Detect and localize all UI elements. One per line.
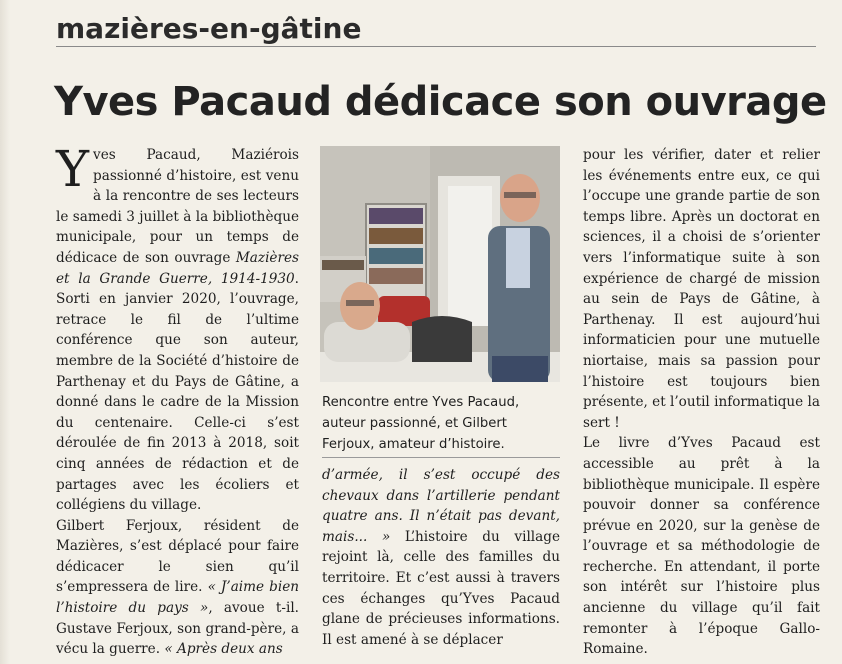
intro-text: ves Pacaud, Maziérois passionné d’histoire, est venu à la rencontre de ses lecteurs le samedi 3 juillet à la bibliothèque municipale, pour un temps de dédicace de son ouvrage xyxy=(56,147,299,266)
article-column-1 xyxy=(56,140,299,660)
ferjoux-text: Gilbert Ferjoux, résident de Mazières, s’est déplacé pour faire dédicacer le sien qu’il s’empressera de lire. xyxy=(56,517,299,596)
paragraph-career: pour les vérifier, dater et relier les événements entre eux, ce qui l’occupe une grande partie de son temps libre. Après un doctorat en sciences, il a choisi de s’orienter vers l’informatique suite à son expérience de chargé de mission au sein de Pays de Gâtine, à Parthenay. Il est aujourd’hui informaticien pour une mutuelle niortaise, mais sa passion pour l’histoire est toujours bien présente, et l’outil informatique la sert ! xyxy=(583,147,820,431)
book-title: Mazières et la Grande Guerre, 1914-1930 xyxy=(56,249,299,287)
drop-cap: Y xyxy=(56,140,90,198)
paragraph-ferjoux xyxy=(56,516,299,660)
paragraph-library: Le livre d’Yves Pacaud est accessible au prêt à la bibliothèque municipale. Il espère pouvoir donner sa conférence prévue en 2020, sur la genèse de l’ouvrage et sa méthodologie de recherche. En attendant, il porte son intérêt sur l’histoire plus ancienne du village qu’il fait remonter à l’époque Gallo-Romaine. xyxy=(583,435,820,658)
paragraph-continued xyxy=(322,465,560,650)
article-photo xyxy=(320,146,560,382)
paper-edge xyxy=(0,0,10,664)
photo-caption: Rencontre entre Yves Pacaud, auteur passionné, et Gilbert Ferjoux, amateur d’histoire. xyxy=(322,395,520,452)
quote-armee: d’armée, il s’est occupé des chevaux dans l’artillerie pendant quatre ans. Il n’était pas devant, mais... » xyxy=(322,467,560,545)
intro-text-end: . Sorti en janvier 2020, l’ouvrage, retrace le fil de l’ultime conférence que son auteur, membre de la Société d’histoire de Parthenay et du Pays de Gâtine, a donné dans le cadre de la Mission du centenaire. Celle-ci s’est déroulée de fin 2013 à 2018, soit cinq années de rédaction et de partages avec les écoliers et collégiens du village. xyxy=(56,270,299,514)
quote-deux-ans: « Après deux ans xyxy=(164,641,283,658)
paragraph-intro xyxy=(56,140,299,516)
section-heading: mazières-en-gâtine xyxy=(56,12,362,45)
ferjoux-text-mid: , avoue t-il. Gustave Ferjoux, son grand-père, a vécu la guerre. xyxy=(56,600,299,658)
photo-illustration xyxy=(320,146,560,382)
article-column-2 xyxy=(322,465,560,650)
section-rule xyxy=(56,46,816,47)
article-headline: Yves Pacaud dédicace son ouvrage xyxy=(54,79,827,125)
quote-histoire: « J’aime bien l’histoire du pays » xyxy=(56,579,299,617)
village-text: L’histoire du village rejoint là, celle des familles du territoire. Et c’est aussi à travers ces échanges qu’Yves Pacaud glane de précieuses informations. Il est amené à se déplacer xyxy=(322,528,560,648)
article-column-3 xyxy=(583,145,820,660)
caption-rule xyxy=(322,457,560,458)
